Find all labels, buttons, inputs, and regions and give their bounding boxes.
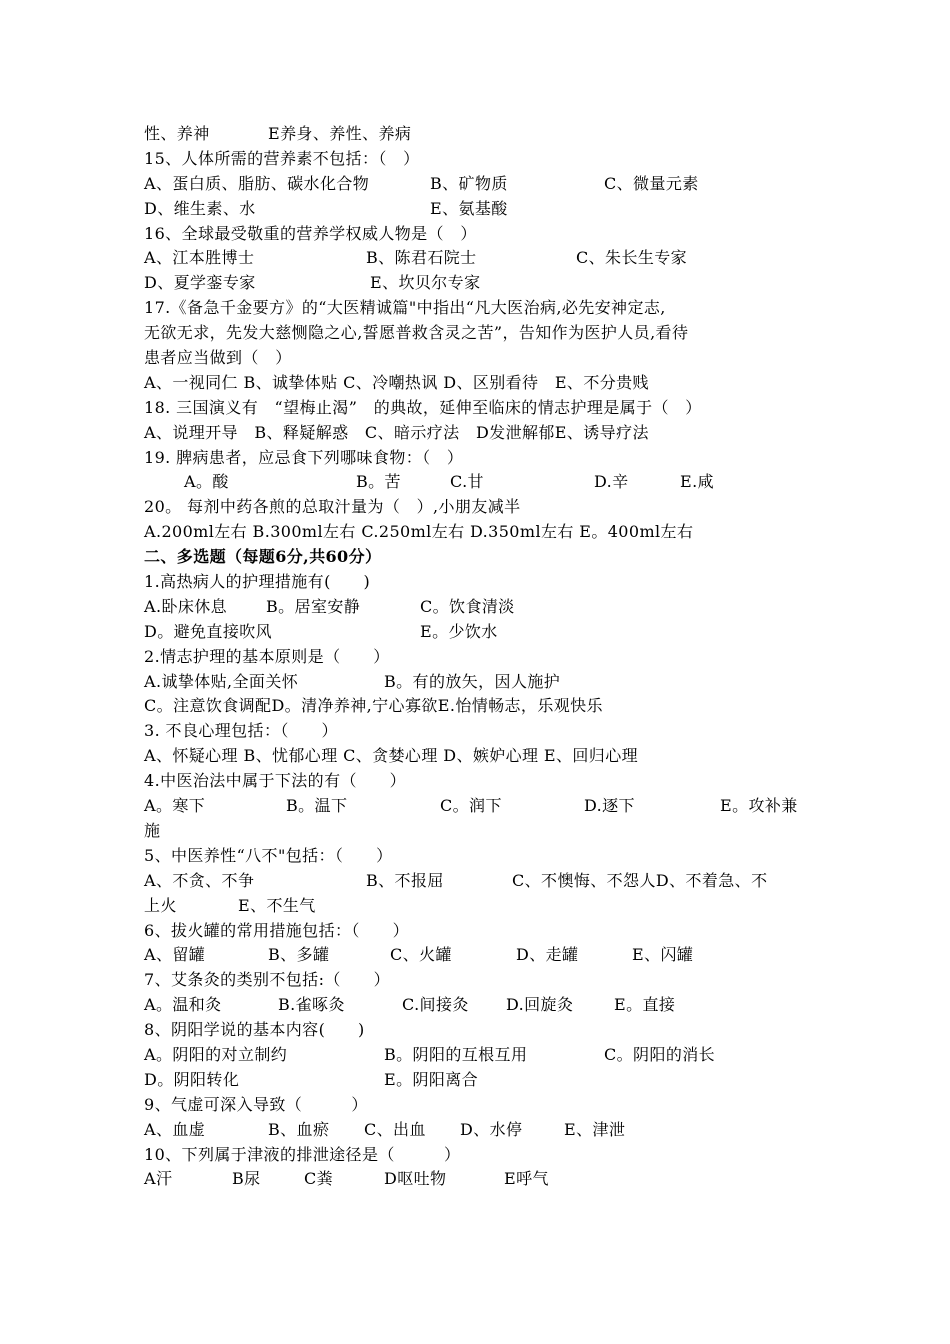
text-line	[144, 769, 814, 794]
text-line	[144, 1118, 814, 1143]
text-line	[144, 819, 814, 844]
text-segment: B。有的放矢，因人施护	[384, 671, 561, 691]
text-line	[144, 147, 814, 172]
text-line	[144, 470, 814, 495]
text-segment: A、江本胜博士	[144, 248, 255, 268]
text-line	[144, 993, 814, 1018]
text-segment: A.卧床休息	[144, 596, 228, 616]
text-segment: A.200ml左右 B.300ml左右 C.250ml左右 D.350ml左右 E。400ml左右	[144, 522, 694, 542]
text-segment: 患者应当做到（ ）	[144, 348, 292, 368]
text-segment: 5、中医养性“八不"包括：（ ）	[144, 845, 393, 865]
text-line	[144, 719, 814, 744]
text-segment: E.咸	[680, 472, 714, 492]
text-segment: C。润下	[440, 796, 502, 816]
text-line	[144, 197, 814, 222]
text-segment: C、不懊悔、不怨人D、不着急、不	[512, 870, 768, 890]
text-segment: 16、全球最受敬重的营养学权威人物是（ ）	[144, 223, 477, 243]
text-segment: A。酸	[184, 472, 229, 492]
text-segment: D、水停	[460, 1119, 523, 1139]
text-segment: 3. 不良心理包括：（ ）	[144, 721, 338, 741]
text-segment: C、微量元素	[604, 173, 699, 193]
text-line	[144, 1093, 814, 1118]
text-segment: A汗	[144, 1169, 173, 1189]
text-line	[144, 172, 814, 197]
text-segment: C、火罐	[390, 945, 452, 965]
text-line	[144, 520, 814, 545]
text-segment: B、陈君石院士	[366, 248, 477, 268]
text-segment: 性、养神	[144, 124, 210, 143]
text-line	[144, 1143, 814, 1168]
text-segment: C。注意饮食调配D。清净养神,宁心寡欲E.怡情畅志，乐观快乐	[144, 696, 603, 716]
text-segment: B。苦	[356, 472, 401, 492]
text-line	[144, 620, 814, 645]
text-line	[144, 421, 814, 446]
text-segment: C。阴阳的消长	[604, 1044, 716, 1064]
text-segment: B.雀啄灸	[278, 995, 345, 1015]
text-segment: B、矿物质	[430, 173, 508, 193]
text-segment: 15、人体所需的营养素不包括：（ ）	[144, 148, 420, 168]
text-segment: 无欲无求，先发大慈恻隐之心,誓愿普救含灵之苦”，告知作为医护人员,看待	[144, 323, 689, 343]
text-segment: D、维生素、水	[144, 198, 256, 218]
text-segment: 17.《备急千金要方》的“大医精诚篇"中指出“凡大医治病,必先安神定志,	[144, 298, 666, 318]
text-segment: 18. 三国演义有 “望梅止渴” 的典故，延伸至临床的情志护理是属于（ ）	[144, 397, 702, 417]
text-segment: 二、多选题（每题6分,共60分）	[144, 547, 382, 567]
text-segment: E。攻补兼	[720, 796, 798, 816]
text-segment: B、血瘀	[268, 1119, 330, 1139]
text-segment: D、走罐	[516, 945, 579, 965]
text-segment: 10、下列属于津液的排泄途径是（ ）	[144, 1144, 461, 1164]
text-segment: E养身、养性、养病	[268, 124, 412, 143]
text-line	[144, 670, 814, 695]
text-segment: E、不生气	[238, 895, 316, 915]
text-line	[144, 694, 814, 719]
text-line	[144, 968, 814, 993]
text-line	[144, 794, 814, 819]
text-segment: E、坎贝尔专家	[370, 273, 481, 293]
text-line	[144, 346, 814, 371]
text-segment: 7、艾条灸的类别不包括:（ ）	[144, 970, 390, 990]
text-segment: 上火	[144, 895, 177, 915]
text-segment: A、怀疑心理 B、忧郁心理 C、贪婪心理 D、嫉妒心理 E、回归心理	[144, 746, 639, 766]
text-segment: B、不报屈	[366, 870, 444, 890]
text-segment: 9、气虚可深入导致（ ）	[144, 1094, 368, 1114]
text-line	[144, 396, 814, 421]
text-line	[144, 122, 814, 147]
text-line	[144, 296, 814, 321]
text-segment: D。避免直接吹风	[144, 621, 273, 641]
text-segment: A。温和灸	[144, 995, 222, 1015]
text-line	[144, 246, 814, 271]
text-segment: A、血虚	[144, 1119, 206, 1139]
text-line	[144, 1068, 814, 1093]
text-segment: D呕吐物	[384, 1169, 447, 1189]
text-segment: D.逐下	[584, 796, 635, 816]
text-segment: A。阴阳的对立制约	[144, 1044, 288, 1064]
text-segment: E呼气	[504, 1169, 549, 1189]
text-line	[144, 595, 814, 620]
text-segment: C。饮食清淡	[420, 596, 515, 616]
text-line	[144, 321, 814, 346]
text-segment: E、闪罐	[632, 945, 694, 965]
exam-text-body	[144, 122, 814, 1192]
text-segment: B。温下	[286, 796, 348, 816]
text-segment: C、出血	[364, 1119, 426, 1139]
text-line	[144, 1018, 814, 1043]
text-segment: 20。 每剂中药各煎的总取汁量为（ ）,小朋友减半	[144, 497, 521, 517]
text-segment: E。阴阳离合	[384, 1069, 479, 1089]
text-segment: 6、拔火罐的常用措施包括：（ ）	[144, 920, 409, 940]
text-line	[144, 869, 814, 894]
text-line	[144, 371, 814, 396]
text-segment: C、朱长生专家	[576, 248, 688, 268]
text-line	[144, 222, 814, 247]
text-line	[144, 1167, 814, 1192]
text-line	[144, 1043, 814, 1068]
text-segment: A、说理开导 B、释疑解惑 C、暗示疗法 D发泄解郁E、诱导疗法	[144, 422, 649, 442]
text-segment: E。少饮水	[420, 621, 498, 641]
text-segment: E、津泄	[564, 1119, 626, 1139]
text-segment: C.甘	[450, 472, 484, 492]
text-segment: B。居室安静	[266, 596, 361, 616]
text-segment: D.回旋灸	[506, 995, 574, 1015]
text-segment: 8、阴阳学说的基本内容( )	[144, 1020, 365, 1040]
text-segment: D。阴阳转化	[144, 1069, 240, 1089]
text-segment: D、夏学銮专家	[144, 273, 256, 293]
text-segment: A、一视同仁 B、诚挚体贴 C、冷嘲热讽 D、区别看待 E、不分贵贱	[144, 372, 649, 392]
text-line	[144, 446, 814, 471]
text-line	[144, 943, 814, 968]
text-segment: E。直接	[614, 995, 676, 1015]
text-segment: A、蛋白质、脂肪、碳水化合物	[144, 173, 370, 193]
text-segment: A、留罐	[144, 945, 206, 965]
text-segment: A、不贪、不争	[144, 870, 255, 890]
text-line	[144, 894, 814, 919]
text-segment: B。阴阳的互根互用	[384, 1044, 528, 1064]
text-segment: B尿	[232, 1169, 261, 1189]
text-segment: C.间接灸	[402, 995, 469, 1015]
text-segment: D.辛	[594, 472, 629, 492]
text-segment: 4.中医治法中属于下法的有（ ）	[144, 771, 407, 791]
text-segment: 施	[144, 820, 161, 840]
text-segment: A。寒下	[144, 796, 206, 816]
text-segment: E、氨基酸	[430, 198, 508, 218]
text-segment: 19. 脾病患者，应忌食下列哪味食物：（ ）	[144, 447, 464, 467]
text-segment: 2.情志护理的基本原则是（ ）	[144, 646, 390, 666]
section-heading	[144, 545, 814, 570]
text-segment: 1.高热病人的护理措施有( )	[144, 572, 371, 592]
text-line	[144, 645, 814, 670]
text-segment: C粪	[304, 1169, 334, 1189]
text-line	[144, 495, 814, 520]
text-line	[144, 844, 814, 869]
text-line	[144, 919, 814, 944]
text-line	[144, 570, 814, 595]
text-segment: A.诚挚体贴,全面关怀	[144, 671, 299, 691]
text-segment: B、多罐	[268, 945, 330, 965]
text-line	[144, 271, 814, 296]
text-line	[144, 744, 814, 769]
